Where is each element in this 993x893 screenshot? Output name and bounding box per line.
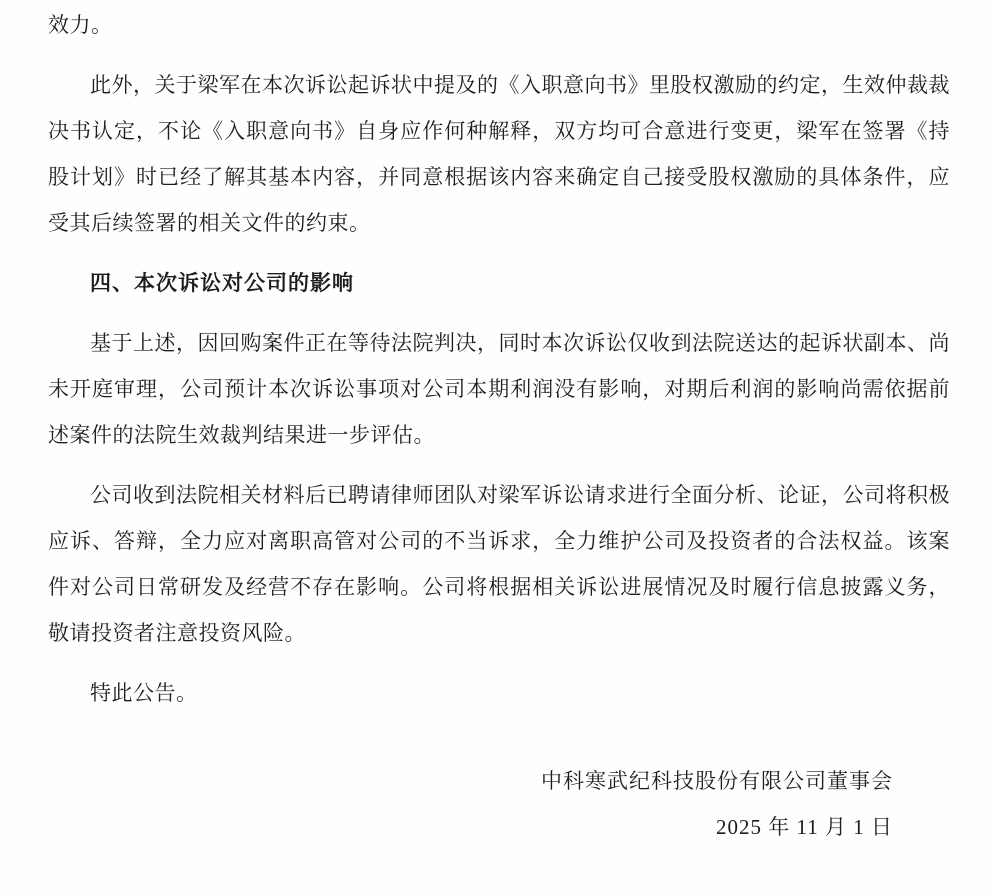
paragraph-arbitration-ruling: 此外，关于梁军在本次诉讼起诉状中提及的《入职意向书》里股权激励的约定，生效仲裁裁决书认定，不论《入职意向书》自身应作何种解释，双方均可合意进行变更，梁军在签署《持股计划》时已经了解其基本内容，并同意根据该内容来确定自己接受股权激励的具体条件，应受其后续签署的相关文件的约束。 [48,73,950,235]
paragraph-continuation: 效力。 [48,13,113,37]
signature-block [48,758,950,850]
section-heading-impact: 四、本次诉讼对公司的影响 [90,271,354,295]
paragraph-legal-response: 公司收到法院相关材料后已聘请律师团队对梁军诉讼请求进行全面分析、论证，公司将积极应诉、答辩，全力应对离职高管对公司的不当诉求，全力维护公司及投资者的合法权益。该案件对公司日常研发及经营不存在影响。公司将根据相关诉讼进展情况及时履行信息披露义务，敬请投资者注意投资风险。 [48,483,950,645]
paragraph-hereby-announced: 特此公告。 [90,681,198,705]
signature-date: 2025 年 11 月 1 日 [716,815,893,839]
paragraph-profit-impact: 基于上述，因回购案件正在等待法院判决，同时本次诉讼仅收到法院送达的起诉状副本、尚未开庭审理，公司预计本次诉讼事项对公司本期利润没有影响，对期后利润的影响尚需依据前述案件的法院生效裁判结果进一步评估。 [48,331,950,447]
signature-company: 中科寒武纪科技股份有限公司董事会 [541,769,893,793]
